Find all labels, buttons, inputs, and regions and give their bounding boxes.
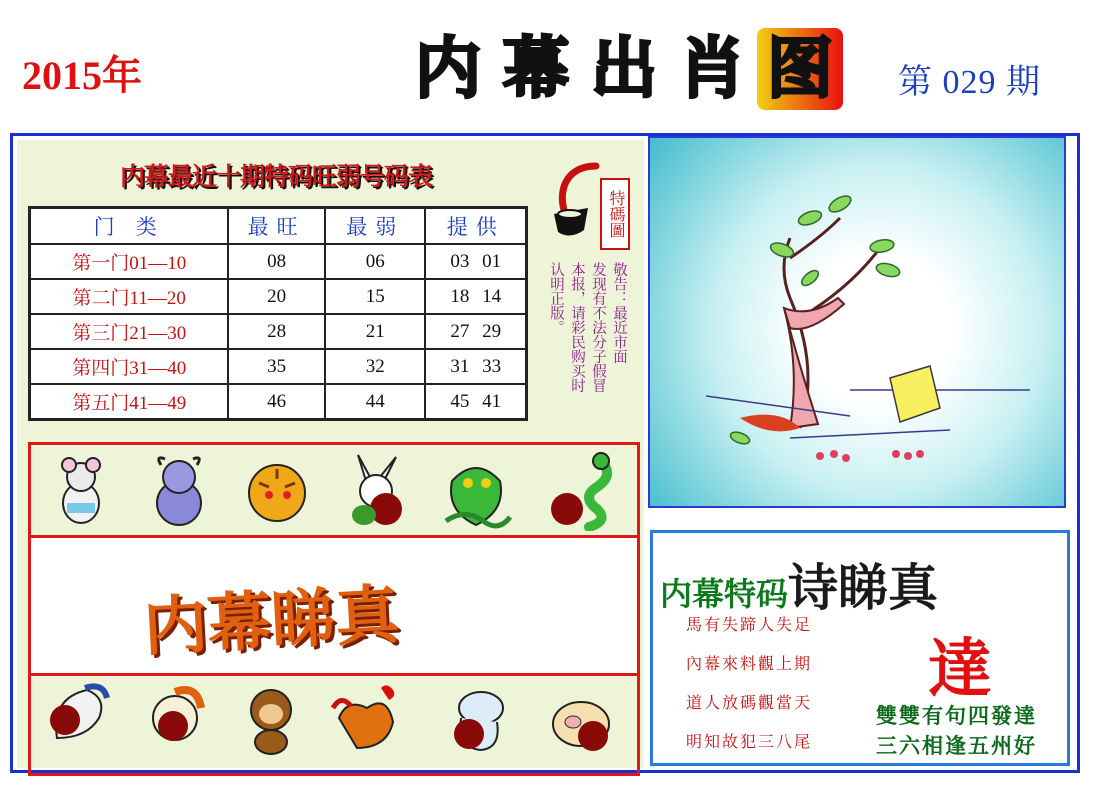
rabbit-icon — [336, 451, 416, 531]
door-cell: 第二门11—20 — [30, 279, 229, 314]
pig-icon — [541, 678, 621, 758]
column-header: 最旺 — [228, 208, 325, 245]
dragon-icon — [436, 451, 516, 531]
door-cell: 第一门01—10 — [30, 244, 229, 279]
notice-column: 发现有不法分子假冒 — [590, 262, 606, 393]
poem-line: 道人放碼觀當天 — [686, 693, 813, 712]
issue-number: 第 029 期 — [898, 64, 1041, 101]
table-row — [30, 349, 527, 384]
provide-cell: 18 14 — [425, 279, 526, 314]
table-row — [30, 244, 527, 279]
door-cell: 第四门31—40 — [30, 349, 229, 384]
notice-column: 敬告：最近市面 — [611, 262, 627, 364]
max-cell: 46 — [228, 384, 325, 420]
poem-line: 馬有失蹄人失足 — [686, 615, 813, 634]
min-cell: 15 — [325, 279, 426, 314]
mid-label: 内幕睇真 — [141, 577, 402, 666]
notice-column: 本报，请彩民购买时 — [569, 262, 585, 393]
monkey-icon — [231, 678, 311, 758]
rat-icon — [41, 451, 121, 531]
tema-badge: 特碼圖 — [600, 178, 630, 250]
max-cell: 28 — [228, 314, 325, 349]
column-header: 门 类 — [30, 208, 229, 245]
table-row — [30, 314, 527, 349]
title-char: 图 — [757, 28, 843, 110]
hook-logo-icon — [548, 158, 600, 248]
hot-cold-table — [28, 206, 528, 421]
min-cell: 32 — [325, 349, 426, 384]
max-cell: 20 — [228, 279, 325, 314]
provide-cell: 03 01 — [425, 244, 526, 279]
column-header: 最弱 — [325, 208, 426, 245]
horse-icon — [37, 678, 117, 758]
ox-icon — [139, 451, 219, 531]
goat-icon — [135, 678, 215, 758]
poem-title — [660, 548, 938, 620]
max-cell: 35 — [228, 349, 325, 384]
table-row — [30, 384, 527, 420]
min-cell: 21 — [325, 314, 426, 349]
poem-line: 明知故犯三八尾 — [686, 732, 813, 751]
max-cell: 08 — [228, 244, 325, 279]
zodiac-row-top — [31, 445, 637, 533]
column-header: 提供 — [425, 208, 526, 245]
door-cell: 第三门21—30 — [30, 314, 229, 349]
poem-title-big: 诗睇真 — [788, 558, 939, 617]
provide-cell: 27 29 — [425, 314, 526, 349]
min-cell: 06 — [325, 244, 426, 279]
title-char: 幕 — [503, 30, 569, 107]
title-char: 内 — [415, 30, 481, 107]
table-title: 内幕最近十期特码旺弱号码表 — [120, 162, 433, 191]
notice-column: 认明正版。 — [548, 262, 564, 335]
rooster-icon — [327, 678, 407, 758]
key-character: 達 — [928, 632, 992, 707]
snake-icon — [541, 451, 621, 531]
tree-drawing — [650, 138, 1064, 506]
table-row — [30, 279, 527, 314]
poem-line: 內幕來料觀上期 — [686, 654, 813, 673]
poem-side-line: 三六相逢五州好 — [876, 733, 1037, 758]
dog-icon — [437, 678, 517, 758]
notice-text — [548, 262, 628, 422]
provide-cell: 45 41 — [425, 384, 526, 420]
poem-side-line: 雙雙有句四發達 — [876, 703, 1037, 728]
provide-cell: 31 33 — [425, 349, 526, 384]
tiger-icon — [239, 451, 319, 531]
year-label: 2015年 — [22, 53, 142, 98]
door-cell: 第五门41—49 — [30, 384, 229, 420]
zodiac-row-bottom — [31, 672, 637, 772]
title-char: 出 — [591, 30, 657, 107]
poem-title-small: 内幕特码 — [660, 575, 789, 613]
page-title — [405, 28, 843, 110]
title-char: 肖 — [679, 30, 745, 107]
min-cell: 44 — [325, 384, 426, 420]
tree-illustration — [648, 136, 1066, 508]
